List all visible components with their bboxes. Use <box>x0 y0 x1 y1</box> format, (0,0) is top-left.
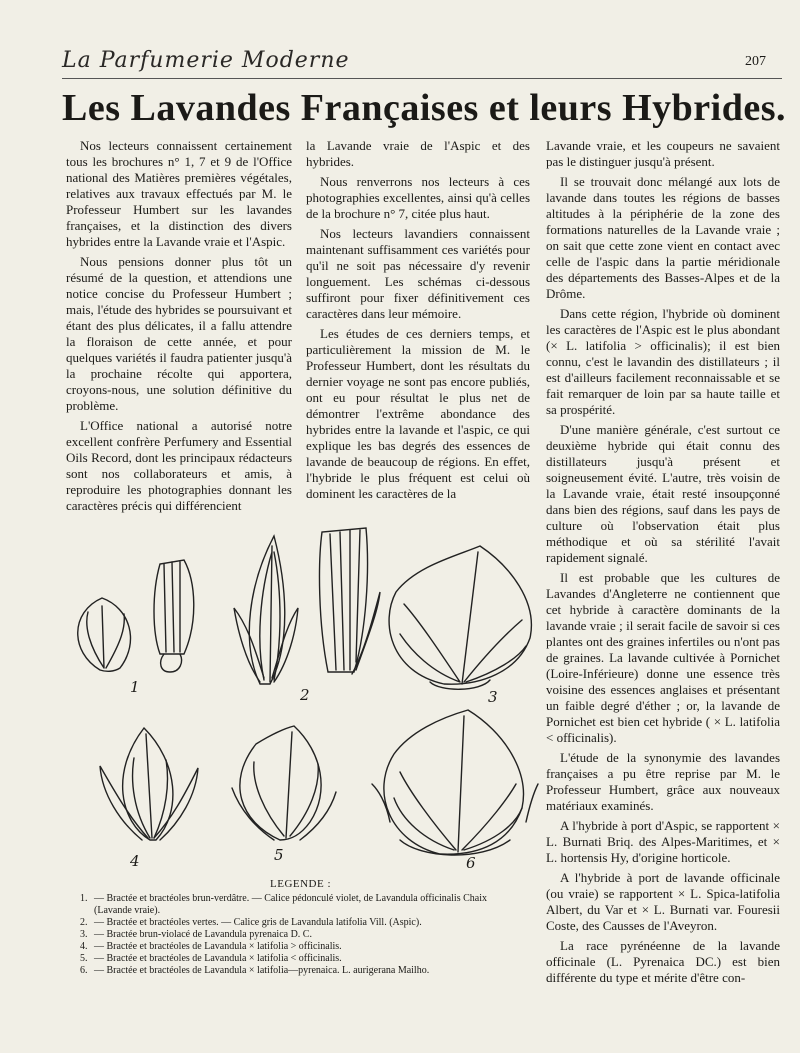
bract-drawing-3 <box>389 546 531 689</box>
paragraph: Nos lecteurs lavandiers connaissent maintenant suffisamment ces variétés pour qu'il ne soit pas nécessaire d'y revenir longuement. Les schémas ci-dessous suffiront pour fixer définitivement ces caractères dans leur mémoire. <box>306 226 530 321</box>
paragraph: A l'hybride à port de lavande officinale (ou vraie) se rapportent × L. Spica-latifolia Albert, du Var et × L. Burnati var. Fouresii Coste, des Causses de l'Aveyron. <box>546 870 780 933</box>
bract-illustration <box>60 522 540 882</box>
paragraph: Les études de ces derniers temps, et particulièrement la mission de M. le Professeur Humbert, dont les résultats du dernier voyage ne sont pas encore publiés, ont eu pour résultat le plus net de démontrer l'extrême abondance des hybrides entre la lavande et l'aspic, ce qui explique les bas degrés des essences de lavande de beaucoup de régions. En effet, l'hybride le plus fréquent est celui où dominent les caractères de la <box>306 326 530 501</box>
text-column-2 <box>306 138 530 506</box>
legend-item: 2. — Bractée et bractéoles vertes. — Calice gris de Lavandula latifolia Vill. (Aspic). <box>80 917 422 928</box>
journal-name: La Parfumerie Moderne <box>62 48 350 73</box>
bract-drawings <box>60 522 540 882</box>
text-column-3 <box>546 138 780 1010</box>
figure-number-2: 2 <box>300 686 310 704</box>
figure-number-4: 4 <box>130 852 140 870</box>
figure-number-5: 5 <box>274 846 284 864</box>
bract-drawing-5 <box>232 726 336 840</box>
bract-drawing-4 <box>100 728 198 840</box>
bract-drawing-1 <box>78 560 194 672</box>
legend-title: LEGENDE : <box>270 878 332 890</box>
page-number: 207 <box>745 54 766 69</box>
figure-number-1: 1 <box>130 678 140 696</box>
paragraph: Lavande vraie, et les coupeurs ne savaient pas le distinguer jusqu'à présent. <box>546 138 780 169</box>
bract-drawing-6 <box>372 710 538 855</box>
paragraph: Il est probable que les cultures de Lavandes d'Angleterre ne contiennent que cet hybride à caractère dominants de la lavande vraie ; il serait facile de savoir si ces plantes ont des graines infertiles ou n'ont pas de graines. La lavande cultivée à Pornichet (Loire-Inférieure) donne une essence très voisine des essences anglaises et présentant un faible degré d'éther ; or, la lavande de Pornichet est bien cet hybride ( × L. latifolia < officinalis). <box>546 570 780 745</box>
bract-drawing-2 <box>234 528 380 684</box>
legend-item: 6. — Bractée et bractéoles de Lavandula × latifolia—pyrenaica. L. aurigerana Mailho. <box>80 965 430 976</box>
text-column-1 <box>66 138 292 518</box>
paragraph: L'Office national a autorisé notre excellent confrère Perfumery and Essential Oils Record, dont les principaux rédacteurs sont nos collaborateurs et amis, à reproduire les photographies donnant les caractères précis qui différencient <box>66 418 292 513</box>
paragraph: Nous pensions donner plus tôt un résumé de la question, et attendions une notice concise du Professeur Humbert ; mais, l'étude des hybrides se poursuivant et étant des plus délicates, il a fallu attendre la floraison de cette année, et pour quelques variétés il faudra patienter jusqu'à la prochaine récolte qui apportera, croyons-nous, une solution définitive du problème. <box>66 254 292 413</box>
paragraph: Dans cette région, l'hybride où dominent les caractères de l'Aspic est le plus abondant (× L. latifolia > officinalis); il est bien connu, c'est le lavandin des distillateurs ; il est d'ailleurs facilement reconnaissable et se fait remarquer de loin par sa haute taille et sa prospérité. <box>546 306 780 417</box>
legend-item: 1. — Bractée et bractéoles brun-verdâtre. — Calice pédonculé violet, de Lavandula officinalis Chaix (Lavande vraie). <box>80 893 487 916</box>
figure-number-6: 6 <box>466 854 476 872</box>
paragraph: D'une manière générale, c'est surtout ce deuxième hybride qui était connu des distillateurs jusqu'à présent et soigneusement évité. L'autre, très voisin de la Lavande vraie, était resté insoupçonné dans bien des régions, sauf dans les pays de culture où l'observation était plus méthodique et où sa stérilité l'avait rapidement signalé. <box>546 422 780 565</box>
paragraph: L'étude de la synonymie des lavandes françaises a pu être reprise par M. le Professeur Humbert, grâce aux nouveaux matériaux examinés. <box>546 750 780 813</box>
masthead <box>62 48 782 79</box>
legend-item: 5. — Bractée et bractéoles de Lavandula × latifolia < officinalis. <box>80 953 342 964</box>
paragraph: Il se trouvait donc mélangé aux lots de lavande dans toutes les régions de basses altitudes à la périphérie de la zone des formations naturelles de la Lavande vraie ; on sait que cette zone vient en contact avec celle de l'aspic dans la partie méridionale des départements des Basses-Alpes et de la Drôme. <box>546 174 780 301</box>
paragraph: La race pyrénéenne de la lavande officinale (L. Pyrenaica DC.) est bien différente du type et mérite d'être con- <box>546 938 780 985</box>
legend-item: 4. — Bractée et bractéoles de Lavandula × latifolia > officinalis. <box>80 941 342 952</box>
paragraph: la Lavande vraie de l'Aspic et des hybrides. <box>306 138 530 169</box>
article-title: Les Lavandes Françaises et leurs Hybrides. <box>62 87 786 129</box>
figure-number-3: 3 <box>488 688 498 706</box>
paragraph: A l'hybride à port d'Aspic, se rapportent × L. Burnati Briq. des Alpes-Maritimes, et × L. hortensis Hy, d'origine horticole. <box>546 818 780 865</box>
legend <box>80 893 520 977</box>
legend-item: 3. — Bractée brun-violacé de Lavandula pyrenaica D. C. <box>80 929 312 940</box>
paragraph: Nous renverrons nos lecteurs à ces photographies excellentes, ainsi qu'à celles de la brochure n° 7, citée plus haut. <box>306 174 530 221</box>
paragraph: Nos lecteurs connaissent certainement tous les brochures n° 1, 7 et 9 de l'Office national des Matières premières végétales, relatives aux travaux effectués par M. le Professeur Humbert sur les lavandes françaises, et la distinction des divers hybrides entre la Lavande vraie et l'Aspic. <box>66 138 292 249</box>
